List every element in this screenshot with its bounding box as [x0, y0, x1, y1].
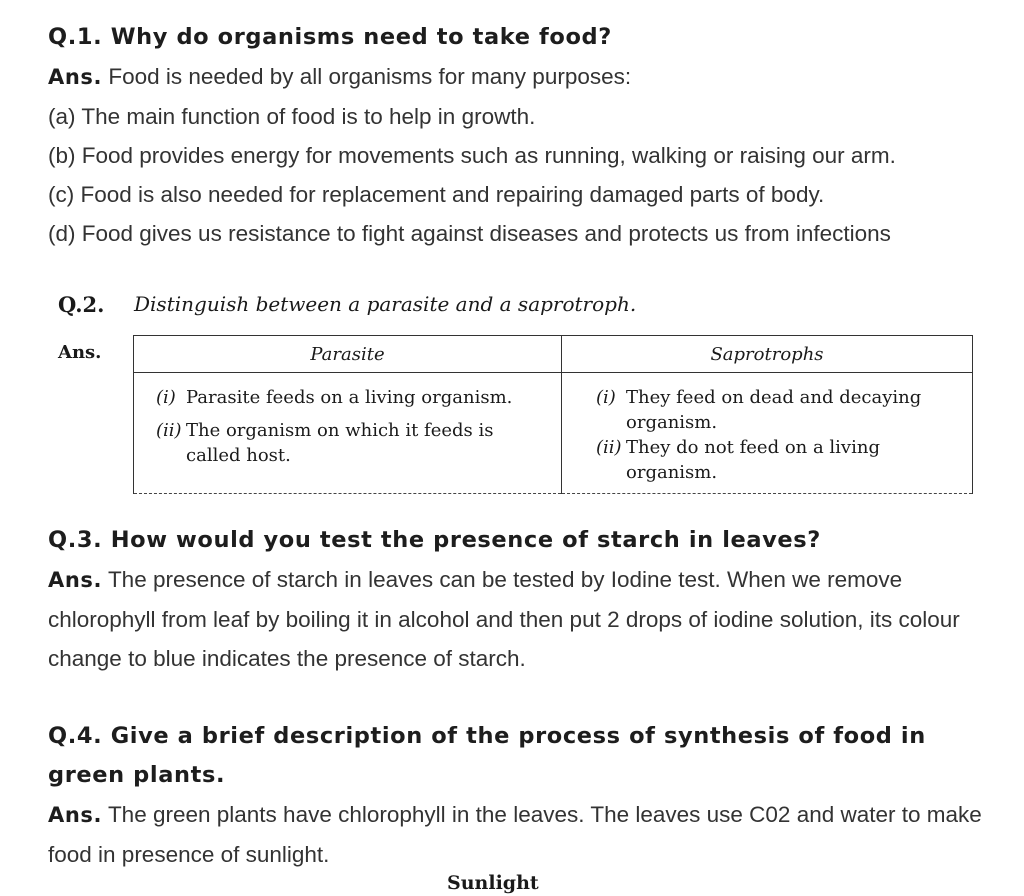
q4-answer [48, 795, 988, 874]
q2-ans-label: Ans. [58, 342, 102, 363]
q4-ans-text: The green plants have chlorophyll in the leaves. The leaves use C02 and water to make food in presence of sunlight. [48, 802, 982, 867]
q1-point-c: (c) Food is also needed for replacement and repairing damaged parts of body. [48, 182, 825, 207]
q4-question: Q.4. Give a brief description of the process of synthesis of food in green plants. [48, 723, 926, 788]
item-number: (ii) [596, 437, 622, 458]
list-item [156, 385, 547, 410]
list-item [596, 385, 958, 435]
q1-ans-label: Ans. [48, 65, 103, 89]
q1-answer [48, 57, 988, 97]
list-item [156, 418, 547, 468]
q1-point-b: (b) Food provides energy for movements such as running, walking or raising our arm. [48, 143, 896, 168]
item-number: (i) [596, 387, 616, 408]
table-header-parasite: Parasite [134, 336, 562, 373]
q4-ans-label: Ans. [48, 803, 103, 827]
parasite-cell [134, 373, 562, 494]
q1-point-a: (a) The main function of food is to help in growth. [48, 104, 536, 129]
q1-point-d: (d) Food gives us resistance to fight against diseases and protects us from infections [48, 221, 891, 246]
q3-question: Q.3. How would you test the presence of starch in leaves? [48, 527, 821, 553]
item-text: Parasite feeds on a living organism. [186, 387, 513, 408]
item-text: The organism on which it feeds is called host. [186, 420, 494, 466]
item-number: (ii) [156, 420, 182, 441]
q1-question: Q.1. Why do organisms need to take food? [48, 24, 612, 50]
sunlight-label: Sunlight [447, 872, 539, 894]
q1-section [48, 18, 988, 253]
item-text: They feed on dead and decaying organism. [626, 387, 922, 433]
item-text: They do not feed on a living organism. [626, 437, 880, 483]
q1-ans-text: Food is needed by all organisms for many purposes: [102, 64, 632, 89]
q4-section [48, 717, 988, 874]
item-number: (i) [156, 387, 176, 408]
q3-ans-label: Ans. [48, 568, 103, 592]
comparison-table [133, 335, 973, 494]
q3-answer [48, 560, 988, 678]
table-header-saprotrophs: Saprotrophs [562, 336, 973, 373]
list-item [596, 435, 958, 485]
q3-section [48, 521, 988, 678]
q3-ans-text: The presence of starch in leaves can be tested by Iodine test. When we remove chlorophyll from leaf by boiling it in alcohol and then put 2 drops of iodine solution, its colour change to blue indicates the presence of starch. [48, 567, 960, 671]
q2-number: Q.2. [58, 292, 105, 317]
q2-section [0, 280, 1024, 500]
saprotroph-cell [562, 373, 973, 494]
q2-question: Distinguish between a parasite and a saprotroph. [134, 292, 637, 316]
